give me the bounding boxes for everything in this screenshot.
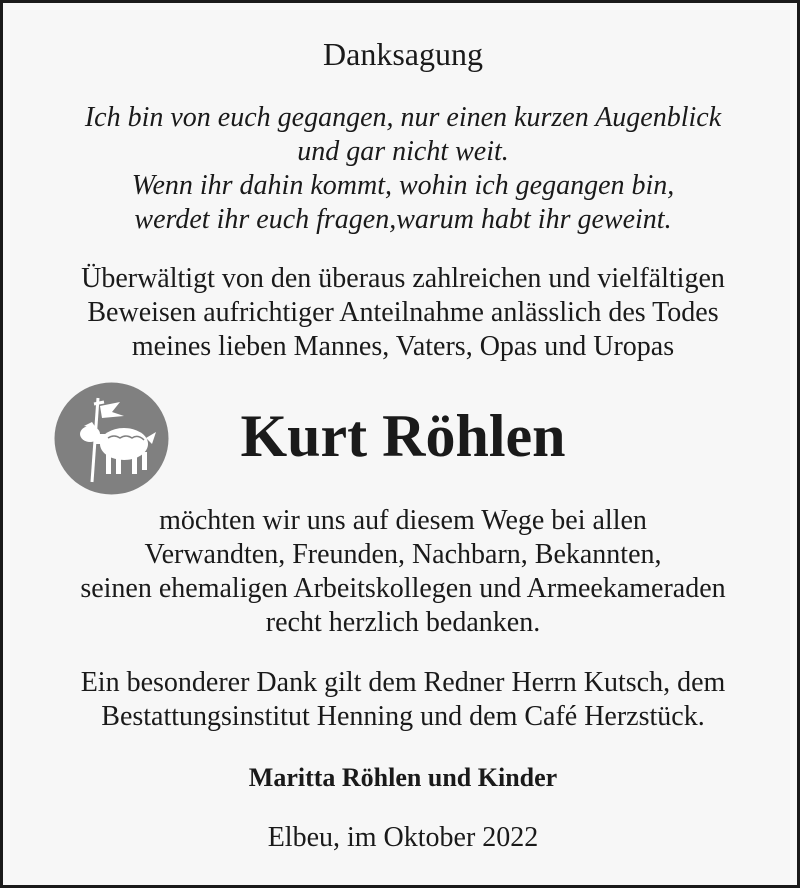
poem-line-2: und gar nicht weit.: [297, 136, 509, 167]
heading: Danksagung: [323, 36, 483, 72]
thanks-line-2: Verwandten, Freunden, Nachbarn, Bekannten,: [144, 539, 662, 570]
poem-line-3: Wenn ihr dahin kommt, wohin ich gegangen bin,: [131, 170, 675, 201]
special-thanks-line-1: Ein besonderer Dank gilt dem Redner Herrn Kutsch, dem: [80, 667, 726, 698]
deceased-name: Kurt Röhlen: [240, 403, 566, 469]
thanks-line-1: möchten wir uns auf diesem Wege bei allen: [159, 505, 647, 536]
intro-line-1: Überwältigt von den überaus zahlreichen und vielfältigen: [81, 263, 725, 294]
poem-line-4: werdet ihr euch fragen,warum habt ihr geweint.: [134, 204, 672, 235]
thanks-line-3: seinen ehemaligen Arbeitskollegen und Armeekameraden: [80, 573, 726, 604]
place-date: Elbeu, im Oktober 2022: [267, 822, 539, 853]
special-thanks-line-2: Bestattungsinstitut Henning und dem Café Herzstück.: [101, 701, 705, 732]
thanks-line-4: recht herzlich bedanken.: [265, 607, 541, 638]
poem-line-1: Ich bin von euch gegangen, nur einen kurzen Augenblick: [84, 102, 722, 133]
intro-line-3: meines lieben Mannes, Vaters, Opas und Uropas: [131, 331, 675, 362]
intro-line-2: Beweisen aufrichtiger Anteilnahme anlässlich des Todes: [87, 297, 719, 328]
lamb-of-god-icon: [54, 382, 169, 495]
signature: Maritta Röhlen und Kinder: [248, 763, 558, 792]
